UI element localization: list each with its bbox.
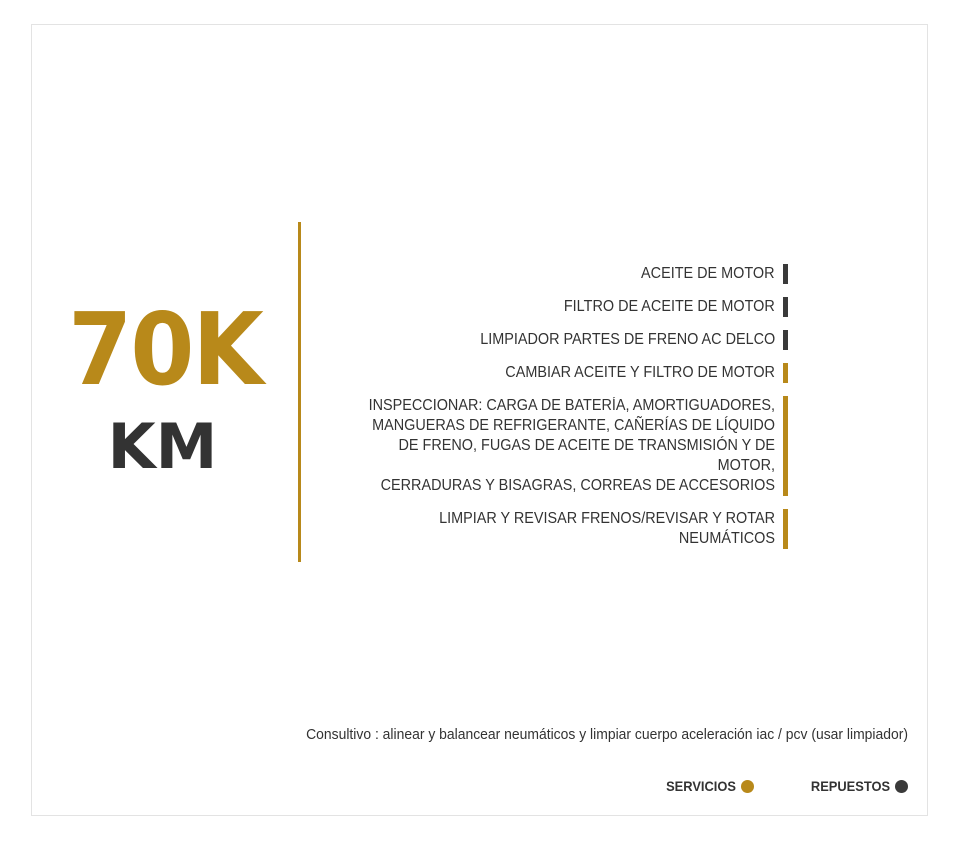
advisory-note: Consultivo : alinear y balancear neumáticos y limpiar cuerpo aceleración iac / pcv (usar limpiador) — [306, 727, 908, 743]
mileage-value: 70K — [68, 291, 263, 408]
part-marker — [783, 297, 788, 317]
mileage-unit: KM — [107, 410, 218, 483]
maintenance-list — [318, 264, 788, 562]
legend-services — [660, 778, 754, 794]
legend-parts — [804, 778, 908, 794]
service-dot-icon — [741, 780, 754, 793]
service-marker — [783, 396, 788, 496]
legend-parts-label: REPUESTOS — [810, 778, 890, 794]
vertical-divider — [298, 222, 301, 562]
mileage-block — [60, 291, 265, 483]
list-item — [318, 396, 788, 496]
list-item — [318, 330, 788, 350]
legend-services-label: SERVICIOS — [665, 778, 736, 794]
part-marker — [783, 264, 788, 284]
list-item — [318, 363, 788, 383]
item-text: LIMPIAR Y REVISAR FRENOS/REVISAR Y ROTAR NEUMÁTICOS — [439, 510, 775, 547]
legend — [660, 778, 908, 794]
item-text: FILTRO DE ACEITE DE MOTOR — [564, 298, 775, 315]
list-item — [318, 509, 788, 549]
item-text: CAMBIAR ACEITE Y FILTRO DE MOTOR — [505, 364, 775, 381]
item-text: LIMPIADOR PARTES DE FRENO AC DELCO — [479, 331, 775, 348]
item-text: INSPECCIONAR: CARGA DE BATERÍA, AMORTIGUADORES, MANGUERAS DE REFRIGERANTE, CAÑERÍAS DE LÍQUIDO DE FRENO, FUGAS DE ACEITE DE TRANSMISIÓN Y DE MOTOR, CERRADURAS Y BISAGRAS, CORREAS DE ACCESORIOS — [368, 397, 775, 494]
service-marker — [783, 509, 788, 549]
item-text: ACEITE DE MOTOR — [641, 265, 775, 282]
part-dot-icon — [895, 780, 908, 793]
list-item — [318, 297, 788, 317]
list-item — [318, 264, 788, 284]
part-marker — [783, 330, 788, 350]
service-marker — [783, 363, 788, 383]
